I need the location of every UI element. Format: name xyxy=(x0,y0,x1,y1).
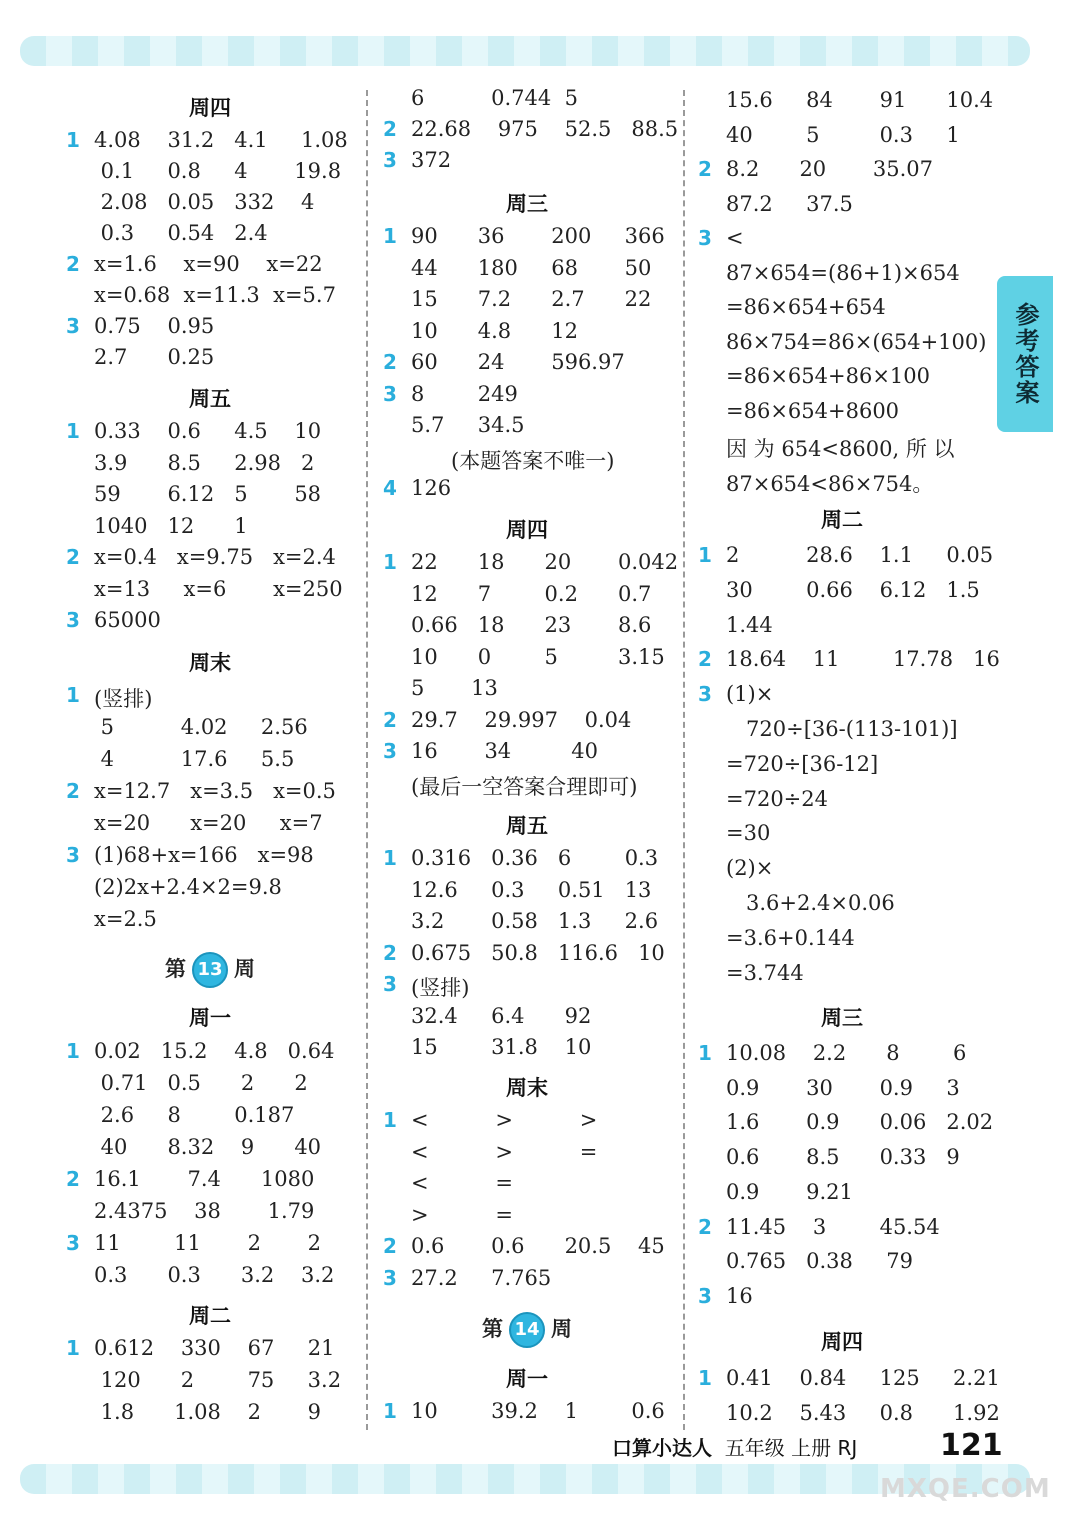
question-number: 2 xyxy=(66,1167,80,1191)
question-number: 3 xyxy=(698,682,712,707)
question-number: 1 xyxy=(66,1039,80,1063)
answer-line: 0.66 18 23 8.6 xyxy=(411,613,652,637)
answer-line: 因 为 654<8600, 所 以 xyxy=(726,437,955,461)
book-title: 口算小达人 xyxy=(612,1436,712,1460)
question-number: 1 xyxy=(383,846,397,870)
question-number: 2 xyxy=(66,779,80,803)
question-number: 3 xyxy=(66,608,80,632)
question-number: 1 xyxy=(383,1399,397,1423)
answer-line: =720÷[36-12] xyxy=(726,751,879,776)
answer-line: 10.08 2.2 8 6 xyxy=(726,1041,967,1065)
week-suffix: 周 xyxy=(234,957,255,981)
question-number: 1 xyxy=(66,128,80,152)
answer-line: 3.9 8.5 2.98 2 xyxy=(94,450,315,475)
reference-answers-tab: 参考答案 xyxy=(997,276,1053,432)
question-number: 3 xyxy=(698,1283,712,1308)
answer-line: (竖排) xyxy=(94,687,153,711)
answer-line: 372 xyxy=(411,148,452,172)
answer-line: 90 36 200 366 xyxy=(411,224,665,248)
answer-line: 2.7 0.25 xyxy=(94,345,215,369)
answer-line: 0.3 0.3 3.2 3.2 xyxy=(94,1263,335,1287)
grade-label: 五年级 xyxy=(724,1436,785,1460)
answer-line: 0.316 0.36 6 0.3 xyxy=(411,846,659,870)
day-heading: 周四 xyxy=(821,1330,863,1354)
answer-line: x=0.4 x=9.75 x=2.4 xyxy=(94,545,336,569)
day-heading: 周末 xyxy=(189,651,231,675)
answer-line: 40 8.32 9 40 xyxy=(94,1135,322,1159)
answer-line: =30 xyxy=(726,821,771,846)
answer-line: 15 7.2 2.7 22 xyxy=(411,287,652,311)
answer-line: x=20 x=20 x=7 xyxy=(94,811,323,835)
answer-line: 12 7 0.2 0.7 xyxy=(411,581,652,606)
answer-line: 44 180 68 50 xyxy=(411,255,652,280)
answer-line: (2)× xyxy=(726,856,774,881)
answer-line: 1.6 0.9 0.06 2.02 xyxy=(726,1110,994,1135)
answer-line: > = xyxy=(411,1202,513,1227)
answer-line: 6 0.744 5 xyxy=(411,86,578,110)
day-heading: 周五 xyxy=(189,387,231,411)
question-number: 1 xyxy=(383,1108,397,1132)
answer-line: 0.6 0.6 20.5 45 xyxy=(411,1234,665,1258)
week-suffix: 周 xyxy=(551,1317,572,1341)
answer-line: =86×654+8600 xyxy=(726,398,900,423)
answer-line: 0.41 0.84 125 2.21 xyxy=(726,1366,1000,1390)
answer-line: 22 18 20 0.042 xyxy=(411,550,679,574)
answer-line: 2.4375 38 1.79 xyxy=(94,1199,315,1223)
question-number: 3 xyxy=(383,739,397,763)
answer-line: 22.68 975 52.5 88.5 xyxy=(411,117,679,141)
answer-column-1 xyxy=(60,80,360,1430)
answer-line: 2.08 0.05 332 4 xyxy=(94,190,315,214)
watermark: MXQE.COM xyxy=(880,1474,1051,1504)
column-divider xyxy=(683,90,685,1430)
day-heading: 周末 xyxy=(506,1076,548,1100)
answer-line: 5 13 xyxy=(411,676,498,700)
edition-label: RJ xyxy=(837,1436,858,1460)
day-heading: 周三 xyxy=(821,1006,863,1030)
answer-line: 4 17.6 5.5 xyxy=(94,747,295,771)
question-number: 3 xyxy=(66,314,80,338)
answer-column-2 xyxy=(377,80,677,1430)
answer-line: 0.6 8.5 0.33 9 xyxy=(726,1145,960,1170)
question-number: 1 xyxy=(66,683,80,707)
question-number: 3 xyxy=(383,148,397,172)
answer-line: 5 4.02 2.56 xyxy=(94,715,308,739)
answer-line: (1)68+x=166 x=98 xyxy=(94,843,314,867)
question-number: 4 xyxy=(383,476,397,500)
answer-line: 720÷[36-(113-101)] xyxy=(726,717,958,741)
question-number: 2 xyxy=(383,940,397,965)
answer-line: 11 11 2 2 xyxy=(94,1231,322,1255)
answer-line: 0.3 0.54 2.4 xyxy=(94,221,268,245)
answer-line: 12.6 0.3 0.51 13 xyxy=(411,877,652,902)
answer-line: 0.33 0.6 4.5 10 xyxy=(94,419,322,443)
answer-line: 32.4 6.4 92 xyxy=(411,1003,592,1028)
question-number: 3 xyxy=(66,843,80,867)
answer-line: 65000 xyxy=(94,608,161,632)
alarm-clock-badge-icon: 13 xyxy=(192,952,228,988)
answer-line: 1.8 1.08 2 9 xyxy=(94,1400,322,1424)
answer-line: 16 34 40 xyxy=(411,739,598,763)
answer-line: 126 xyxy=(411,476,452,500)
day-heading: 周五 xyxy=(506,814,548,838)
question-number: 2 xyxy=(383,707,397,732)
day-heading: 周一 xyxy=(506,1367,548,1391)
answer-line: (最后一空答案合理即可) xyxy=(411,774,638,799)
answer-line: 11.45 3 45.54 xyxy=(726,1214,940,1239)
question-number: 2 xyxy=(698,157,712,181)
answer-line: 59 6.12 5 58 xyxy=(94,482,322,506)
answer-line: (竖排) xyxy=(411,976,470,1000)
alarm-clock-badge-icon: 14 xyxy=(509,1312,545,1348)
volume-label: 上册 xyxy=(791,1436,832,1460)
answer-line: 8.2 20 35.07 xyxy=(726,157,934,181)
answer-line: 40 5 0.3 1 xyxy=(726,122,960,147)
answer-line: 87.2 37.5 xyxy=(726,191,853,216)
question-number: 1 xyxy=(383,224,397,248)
question-number: 3 xyxy=(698,226,712,250)
answer-line: x=2.5 xyxy=(94,907,157,931)
answer-line: < > > xyxy=(411,1108,598,1132)
question-number: 2 xyxy=(383,1234,397,1258)
answer-line: 10 4.8 12 xyxy=(411,318,578,343)
answer-line: x=13 x=6 x=250 xyxy=(94,576,343,601)
question-number: 1 xyxy=(698,1366,712,1390)
answer-line: 87×654<86×754。 xyxy=(726,471,934,496)
question-number: 3 xyxy=(383,381,397,406)
question-number: 2 xyxy=(698,1214,712,1239)
answer-line: 8 249 xyxy=(411,381,518,406)
answer-line: 0.1 0.8 4 19.8 xyxy=(94,159,342,183)
bottom-wave-decoration xyxy=(20,1464,1030,1494)
answer-line: 2 28.6 1.1 0.05 xyxy=(726,543,994,567)
answer-line: 18.64 11 17.78 16 xyxy=(726,647,1000,672)
answer-line: x=12.7 x=3.5 x=0.5 xyxy=(94,779,336,803)
day-heading: 周一 xyxy=(189,1006,231,1030)
question-number: 3 xyxy=(66,1231,80,1255)
answer-line: < xyxy=(726,226,744,250)
answer-line: =86×654+86×100 xyxy=(726,364,930,388)
page-number: 121 xyxy=(940,1428,1003,1463)
answer-line: 0.9 9.21 xyxy=(726,1179,853,1204)
answer-line: 5.7 34.5 xyxy=(411,413,525,437)
answer-line: =86×654+654 xyxy=(726,295,886,319)
answer-line: 0.765 0.38 79 xyxy=(726,1249,914,1274)
answer-line: 0.02 15.2 4.8 0.64 xyxy=(94,1039,335,1063)
answer-line: 3.6+2.4×0.06 xyxy=(726,891,895,915)
week-heading xyxy=(377,1312,677,1348)
answer-line: 0.71 0.5 2 2 xyxy=(94,1071,308,1095)
answer-line: 2.6 8 0.187 xyxy=(94,1103,295,1127)
answer-line: (2)2x+2.4×2=9.8 xyxy=(94,875,282,899)
answer-line: < > = xyxy=(411,1139,598,1164)
day-heading: 周二 xyxy=(189,1304,231,1328)
answer-line: =720÷24 xyxy=(726,786,828,811)
answer-line: 0.675 50.8 116.6 10 xyxy=(411,940,665,965)
question-number: 2 xyxy=(698,647,712,672)
answer-line: 3.2 0.58 1.3 2.6 xyxy=(411,909,659,933)
answer-line: 120 2 75 3.2 xyxy=(94,1368,342,1392)
answer-line: =3.744 xyxy=(726,960,804,985)
top-wave-decoration xyxy=(20,36,1030,66)
day-heading: 周三 xyxy=(506,192,548,216)
answer-line: 87×654=(86+1)×654 xyxy=(726,260,960,285)
answer-line: 29.7 29.997 0.04 xyxy=(411,707,632,732)
answer-line: 0.612 330 67 21 xyxy=(94,1336,335,1360)
answer-line: 1.44 xyxy=(726,612,773,637)
day-heading: 周四 xyxy=(189,96,231,120)
day-heading: 周二 xyxy=(821,508,863,532)
question-number: 3 xyxy=(383,972,397,996)
question-number: 2 xyxy=(66,252,80,276)
answer-line: 15 31.8 10 xyxy=(411,1035,592,1059)
answer-line: 16 xyxy=(726,1283,753,1308)
answer-line: (本题答案不唯一) xyxy=(411,448,615,473)
answer-line: x=0.68 x=11.3 x=5.7 xyxy=(94,283,336,307)
answer-line: =3.6+0.144 xyxy=(726,925,855,950)
week-prefix: 第 xyxy=(165,957,186,981)
answer-line: 4.08 31.2 4.1 1.08 xyxy=(94,128,348,152)
answer-line: 86×754=86×(654+100) xyxy=(726,329,987,354)
day-heading: 周四 xyxy=(506,518,548,542)
answer-line: 15.6 84 91 10.4 xyxy=(726,88,994,112)
question-number: 1 xyxy=(698,543,712,567)
question-number: 1 xyxy=(66,1336,80,1360)
week-heading xyxy=(60,952,360,988)
answer-line: 0.75 0.95 xyxy=(94,314,215,338)
question-number: 1 xyxy=(383,550,397,574)
footer-book-info xyxy=(612,1432,857,1461)
question-number: 1 xyxy=(698,1041,712,1065)
week-prefix: 第 xyxy=(482,1317,503,1341)
answer-line: 10.2 5.43 0.8 1.92 xyxy=(726,1401,1000,1425)
question-number: 2 xyxy=(66,545,80,569)
question-number: 1 xyxy=(66,419,80,443)
column-divider xyxy=(366,90,368,1430)
answer-line: 1040 12 1 xyxy=(94,513,248,538)
answer-line: 10 0 5 3.15 xyxy=(411,644,665,669)
answer-line: (1)× xyxy=(726,682,774,707)
question-number: 2 xyxy=(383,350,397,374)
answer-line: 27.2 7.765 xyxy=(411,1265,552,1290)
answer-line: 16.1 7.4 1080 xyxy=(94,1167,315,1191)
question-number: 2 xyxy=(383,117,397,141)
answer-line: 60 24 596.97 xyxy=(411,350,625,374)
answer-line: < = xyxy=(411,1171,513,1195)
answer-line: 30 0.66 6.12 1.5 xyxy=(726,577,980,602)
answer-line: 10 39.2 1 0.6 xyxy=(411,1399,665,1423)
question-number: 3 xyxy=(383,1265,397,1290)
answer-line: x=1.6 x=90 x=22 xyxy=(94,252,323,276)
answer-column-3 xyxy=(692,80,1000,1430)
answer-line: 0.9 30 0.9 3 xyxy=(726,1075,960,1100)
